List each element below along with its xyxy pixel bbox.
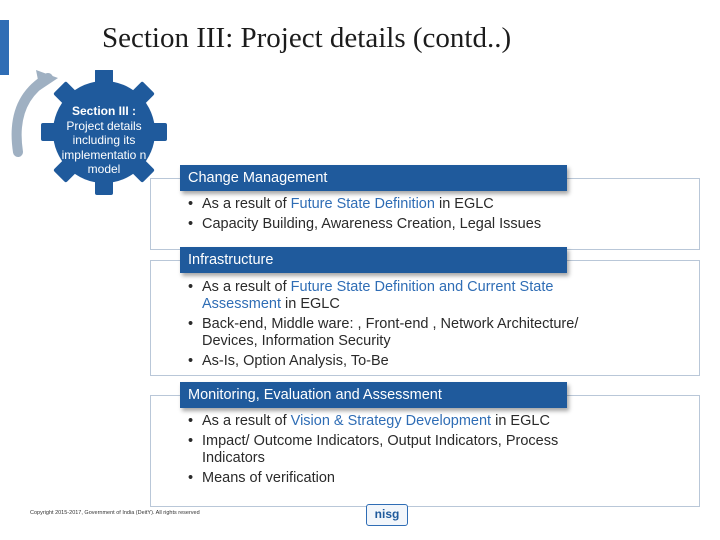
list-item: • As a result of Future State Definition and Current State Assessment in EGLC	[188, 279, 628, 313]
gear-body: Project details including its implementatio n model	[61, 118, 147, 176]
slide-title: Section III: Project details (contd..)	[102, 22, 512, 54]
bullet-list	[188, 413, 608, 490]
gear-heading: Section III :	[71, 104, 136, 118]
bullet-list	[188, 196, 688, 236]
list-item: • As-Is, Option Analysis, To-Be	[188, 353, 628, 370]
gear-label	[48, 104, 160, 177]
list-item: • Means of verification	[188, 470, 608, 487]
copyright-text: Copyright 2015-2017, Government of India (DeitY). All rights reserved	[30, 510, 200, 516]
list-item: • Impact/ Outcome Indicators, Output Indicators, Process Indicators	[188, 433, 608, 467]
section-heading: Change Management	[180, 165, 567, 191]
section-heading: Infrastructure	[180, 247, 567, 273]
list-item: • Back-end, Middle ware: , Front-end , Network Architecture/ Devices, Information Security	[188, 316, 628, 350]
nisg-logo: nisg	[366, 504, 408, 526]
bullet-list	[188, 279, 628, 373]
section-heading: Monitoring, Evaluation and Assessment	[180, 382, 567, 408]
list-item: • As a result of Vision & Strategy Development in EGLC	[188, 413, 608, 430]
list-item: • Capacity Building, Awareness Creation, Legal Issues	[188, 216, 688, 233]
list-item: • As a result of Future State Definition in EGLC	[188, 196, 688, 213]
title-accent-bar	[0, 20, 9, 75]
